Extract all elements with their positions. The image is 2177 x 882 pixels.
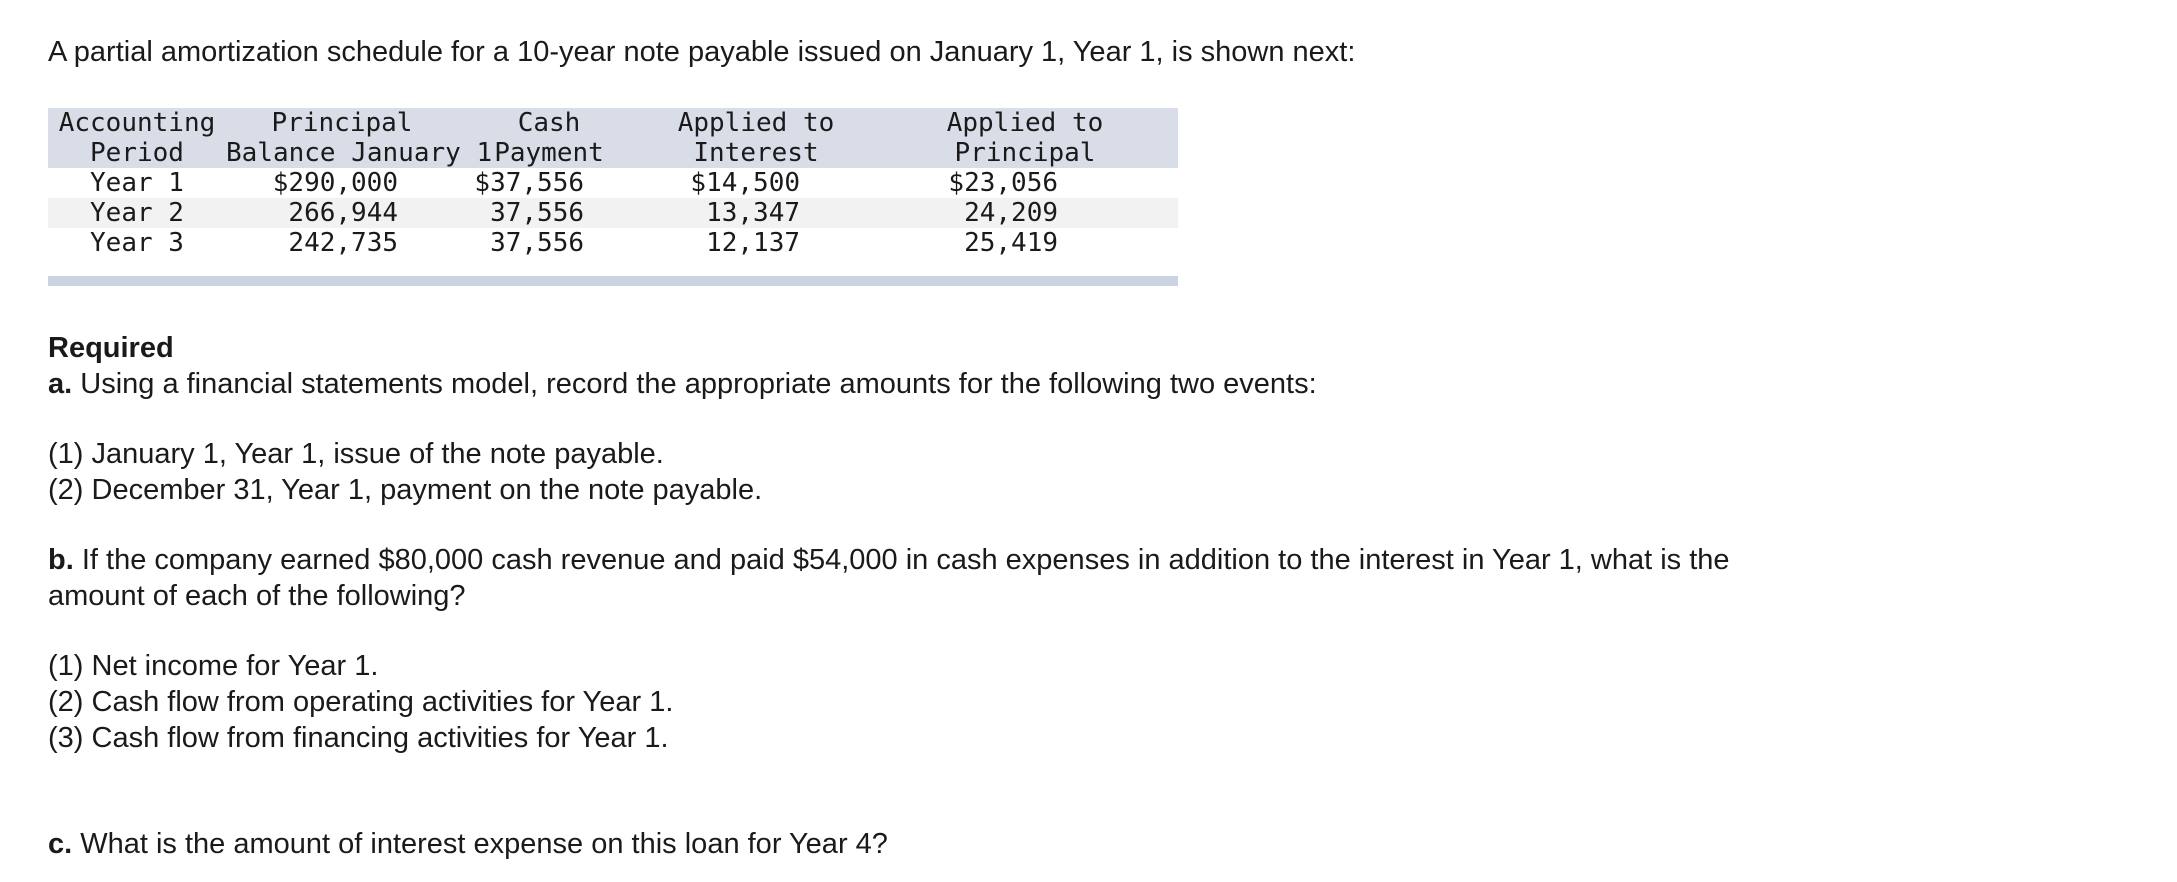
cell-cash-payment: $37,556 (474, 168, 584, 198)
question-b-text-line1: If the company earned $80,000 cash revenue and paid $54,000 in cash expenses in addition to the interest in Year 1, what is the (73, 544, 1730, 576)
required-section (48, 330, 2128, 862)
question-b (48, 542, 2128, 578)
cell-period: Year 3 (90, 228, 184, 258)
cell-cash-payment: 37,556 (490, 228, 584, 258)
question-c (48, 826, 2128, 862)
cell-principal-balance: 266,944 (288, 198, 398, 228)
cell-principal-balance: 242,735 (288, 228, 398, 258)
table-row (48, 228, 1178, 258)
cell-cash-payment: 37,556 (490, 198, 584, 228)
question-b-item: (2) Cash flow from operating activities for Year 1. (48, 686, 674, 718)
question-c-label: c. (48, 828, 73, 860)
question-a (48, 366, 2128, 402)
cell-applied-principal: $23,056 (948, 168, 1058, 198)
question-b-text-line2: amount of each of the following? (48, 580, 466, 612)
header-applied-to-interest: Applied to Interest (677, 108, 835, 168)
amortization-table (48, 108, 1178, 258)
question-a-item: (1) January 1, Year 1, issue of the note payable. (48, 438, 664, 470)
question-b-item: (3) Cash flow from financing activities for Year 1. (48, 722, 669, 754)
question-c-text: What is the amount of interest expense on this loan for Year 4? (72, 828, 888, 860)
intro-text: A partial amortization schedule for a 10-year note payable issued on January 1, Year 1, is shown next: (48, 36, 1356, 68)
table-footer-bar (48, 276, 1178, 286)
cell-principal-balance: $290,000 (272, 168, 398, 198)
cell-period: Year 2 (90, 198, 184, 228)
question-a-item: (2) December 31, Year 1, payment on the note payable. (48, 474, 763, 506)
table-header-row (48, 108, 1178, 168)
header-accounting-period: Accounting Period (58, 108, 216, 168)
header-principal-balance: Principal Balance January 1 (226, 108, 493, 168)
table-row (48, 198, 1178, 228)
question-a-text: Using a financial statements model, record the appropriate amounts for the following two events: (72, 368, 1317, 400)
cell-applied-interest: 13,347 (706, 198, 800, 228)
amortization-schedule (48, 108, 1178, 286)
table-row (48, 168, 1178, 198)
header-cash-payment: Cash Payment (494, 108, 604, 168)
cell-applied-principal: 24,209 (964, 198, 1058, 228)
header-applied-to-principal: Applied to Principal (946, 108, 1104, 168)
cell-applied-interest: 12,137 (706, 228, 800, 258)
cell-period: Year 1 (90, 168, 184, 198)
required-heading: Required (48, 332, 174, 364)
question-b-item: (1) Net income for Year 1. (48, 650, 379, 682)
question-a-label: a. (48, 368, 73, 400)
cell-applied-interest: $14,500 (690, 168, 800, 198)
question-b-label: b. (48, 544, 74, 576)
cell-applied-principal: 25,419 (964, 228, 1058, 258)
